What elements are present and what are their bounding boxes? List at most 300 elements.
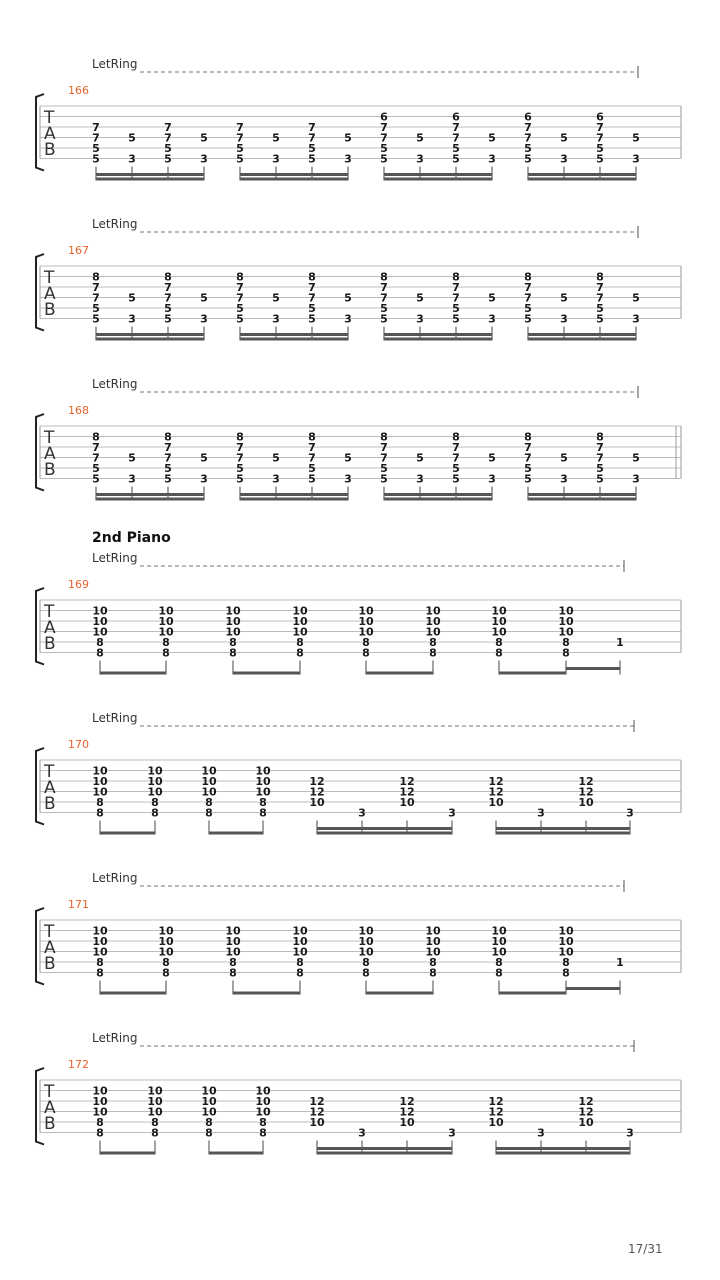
fret-number: 8 [164,270,172,284]
fret-number: 7 [236,451,244,465]
fret-number: 8 [296,646,304,660]
fret-number: 5 [236,472,244,486]
fret-number: 10 [558,625,574,639]
fret-number: 3 [560,312,568,326]
tab-clef-letter: A [44,124,56,144]
fret-number: 5 [380,462,388,475]
fret-number: 5 [452,152,460,166]
let-ring-label: LetRing [92,57,138,71]
fret-number: 8 [429,646,437,660]
fret-number: 7 [596,451,604,465]
fret-number: 10 [578,796,594,809]
fret-number: 7 [308,121,316,134]
fret-number: 3 [358,806,366,820]
fret-number: 8 [524,270,532,284]
tab-clef-letter: B [44,794,56,814]
fret-number: 3 [560,472,568,486]
fret-number: 10 [255,775,271,788]
fret-number: 8 [380,270,388,284]
fret-number: 8 [562,636,570,649]
fret-number: 5 [596,462,604,475]
fret-number: 5 [452,302,460,315]
fret-number: 5 [200,291,208,305]
fret-number: 3 [488,312,496,326]
fret-number: 5 [308,152,316,166]
fret-number: 10 [425,935,441,948]
fret-number: 8 [452,430,460,444]
fret-number: 5 [164,152,172,166]
fret-number: 3 [448,1126,456,1140]
fret-number: 7 [92,441,100,454]
tab-clef-letter: B [44,634,56,654]
fret-number: 5 [488,131,496,145]
fret-number: 10 [292,924,308,938]
fret-number: 10 [158,924,174,938]
fret-number: 10 [92,615,108,628]
fret-number: 12 [399,775,415,788]
fret-number: 8 [151,1116,159,1129]
fret-number: 8 [162,956,170,969]
fret-number: 10 [92,625,108,639]
fret-number: 10 [425,625,441,639]
fret-number: 8 [96,636,104,649]
fret-number: 12 [578,785,594,799]
fret-number: 7 [236,281,244,294]
fret-number: 7 [524,131,532,145]
fret-number: 7 [452,131,460,145]
fret-number: 8 [162,636,170,649]
fret-number: 8 [296,956,304,969]
measure-number: 167 [68,244,89,257]
fret-number: 10 [558,615,574,628]
fret-number: 5 [236,462,244,475]
fret-number: 7 [452,451,460,465]
fret-number: 10 [399,796,415,809]
fret-number: 5 [524,142,532,155]
fret-number: 5 [128,131,136,145]
fret-number: 10 [92,935,108,948]
fret-number: 10 [358,945,374,959]
fret-number: 8 [205,796,213,809]
fret-number: 8 [259,1126,267,1140]
fret-number: 12 [399,1105,415,1119]
fret-number: 5 [164,472,172,486]
fret-number: 5 [380,142,388,155]
fret-number: 12 [309,775,325,788]
let-ring-label: LetRing [92,217,138,231]
fret-number: 3 [272,472,280,486]
fret-number: 10 [309,1116,325,1129]
fret-number: 7 [380,121,388,134]
fret-number: 8 [92,270,100,284]
fret-number: 8 [562,646,570,660]
fret-number: 8 [259,1116,267,1129]
fret-number: 7 [380,131,388,145]
fret-number: 6 [524,110,532,124]
fret-number: 10 [292,935,308,948]
fret-number: 10 [292,604,308,618]
fret-number: 3 [128,152,136,166]
fret-number: 5 [92,462,100,475]
fret-number: 7 [308,441,316,454]
fret-number: 10 [147,775,163,788]
fret-number: 10 [425,615,441,628]
fret-number: 7 [164,291,172,305]
fret-number: 8 [495,966,503,980]
fret-number: 5 [416,451,424,465]
fret-number: 7 [308,291,316,305]
fret-number: 3 [632,152,640,166]
fret-number: 7 [92,451,100,465]
fret-number: 5 [236,152,244,166]
fret-number: 8 [151,806,159,820]
fret-number: 5 [92,472,100,486]
fret-number: 5 [380,312,388,326]
fret-number: 8 [229,636,237,649]
fret-number: 8 [92,430,100,444]
fret-number: 8 [96,1126,104,1140]
tab-clef-letter: T [44,1082,55,1102]
fret-number: 7 [596,291,604,305]
fret-number: 5 [524,462,532,475]
fret-number: 10 [491,935,507,948]
fret-number: 8 [259,796,267,809]
fret-number: 10 [225,935,241,948]
tab-clef-letter: A [44,1098,56,1118]
fret-number: 7 [596,441,604,454]
fret-number: 8 [96,796,104,809]
fret-number: 5 [596,152,604,166]
fret-number: 10 [147,1105,163,1119]
fret-number: 7 [308,451,316,465]
fret-number: 5 [632,291,640,305]
fret-number: 7 [380,281,388,294]
fret-number: 7 [164,131,172,145]
fret-number: 12 [488,775,504,788]
fret-number: 5 [488,291,496,305]
fret-number: 7 [236,291,244,305]
fret-number: 10 [558,924,574,938]
fret-number: 7 [92,121,100,134]
fret-number: 3 [416,152,424,166]
fret-number: 7 [236,121,244,134]
fret-number: 5 [596,142,604,155]
fret-number: 8 [162,646,170,660]
tab-clef-letter: B [44,140,56,160]
fret-number: 5 [164,462,172,475]
fret-number: 5 [200,131,208,145]
fret-number: 7 [236,441,244,454]
fret-number: 8 [562,956,570,969]
fret-number: 8 [524,430,532,444]
tab-clef-letter: B [44,1114,56,1134]
fret-number: 12 [578,775,594,788]
fret-number: 5 [488,451,496,465]
fret-number: 7 [596,131,604,145]
fret-number: 10 [292,945,308,959]
fret-number: 10 [255,1084,271,1098]
fret-number: 10 [309,796,325,809]
fret-number: 10 [147,1084,163,1098]
fret-number: 5 [92,302,100,315]
fret-number: 10 [358,924,374,938]
tab-clef-letter: A [44,938,56,958]
fret-number: 5 [380,302,388,315]
fret-number: 5 [236,312,244,326]
tab-clef-letter: A [44,284,56,304]
fret-number: 10 [158,625,174,639]
fret-number: 5 [344,291,352,305]
fret-number: 5 [596,312,604,326]
fret-number: 7 [308,281,316,294]
fret-number: 10 [92,1105,108,1119]
fret-number: 8 [151,1126,159,1140]
fret-number: 5 [452,312,460,326]
fret-number: 6 [452,110,460,124]
fret-number: 7 [596,281,604,294]
fret-number: 5 [560,291,568,305]
fret-number: 3 [626,1126,634,1140]
tab-clef-letter: T [44,428,55,448]
fret-number: 8 [495,636,503,649]
fret-number: 8 [429,956,437,969]
fret-number: 10 [558,935,574,948]
fret-number: 7 [452,281,460,294]
fret-number: 5 [164,302,172,315]
fret-number: 5 [416,131,424,145]
fret-number: 7 [452,121,460,134]
fret-number: 5 [236,142,244,155]
fret-number: 8 [96,966,104,980]
fret-number: 10 [92,1084,108,1098]
fret-number: 5 [236,302,244,315]
tab-clef-letter: A [44,778,56,798]
fret-number: 10 [255,1095,271,1108]
fret-number: 3 [632,312,640,326]
fret-number: 5 [524,472,532,486]
fret-number: 1 [616,636,624,649]
fret-number: 3 [344,152,352,166]
fret-number: 5 [596,472,604,486]
fret-number: 5 [308,312,316,326]
fret-number: 7 [524,441,532,454]
tab-clef-letter: A [44,618,56,638]
fret-number: 7 [380,441,388,454]
measure-number: 171 [68,898,89,911]
fret-number: 10 [255,785,271,799]
fret-number: 8 [296,966,304,980]
fret-number: 5 [200,451,208,465]
fret-number: 10 [201,1095,217,1108]
fret-number: 8 [229,956,237,969]
fret-number: 5 [272,131,280,145]
fret-number: 10 [92,604,108,618]
fret-number: 8 [308,430,316,444]
fret-number: 3 [626,806,634,820]
fret-number: 12 [399,785,415,799]
fret-number: 3 [200,312,208,326]
fret-number: 6 [380,110,388,124]
fret-number: 3 [128,472,136,486]
fret-number: 12 [578,1095,594,1108]
fret-number: 10 [358,604,374,618]
fret-number: 7 [92,291,100,305]
fret-number: 5 [380,152,388,166]
fret-number: 10 [358,935,374,948]
fret-number: 10 [225,615,241,628]
fret-number: 5 [308,302,316,315]
fret-number: 5 [524,302,532,315]
tab-clef-letter: B [44,460,56,480]
fret-number: 12 [488,785,504,799]
fret-number: 7 [380,451,388,465]
fret-number: 8 [362,956,370,969]
fret-number: 5 [524,312,532,326]
fret-number: 8 [429,966,437,980]
fret-number: 8 [596,270,604,284]
fret-number: 10 [147,785,163,799]
fret-number: 1 [616,956,624,969]
fret-number: 5 [632,451,640,465]
fret-number: 8 [562,966,570,980]
fret-number: 10 [92,1095,108,1108]
fret-number: 3 [272,312,280,326]
fret-number: 10 [292,625,308,639]
fret-number: 10 [292,615,308,628]
fret-number: 5 [452,472,460,486]
fret-number: 5 [128,291,136,305]
fret-number: 3 [537,806,545,820]
fret-number: 10 [158,615,174,628]
fret-number: 10 [491,625,507,639]
fret-number: 5 [416,291,424,305]
fret-number: 8 [164,430,172,444]
tab-clef-letter: B [44,954,56,974]
fret-number: 10 [158,935,174,948]
fret-number: 5 [560,451,568,465]
fret-number: 10 [399,1116,415,1129]
fret-number: 10 [92,775,108,788]
measure-number: 169 [68,578,89,591]
measure-number: 166 [68,84,89,97]
measure-number: 168 [68,404,89,417]
fret-number: 10 [225,604,241,618]
fret-number: 8 [236,270,244,284]
fret-number: 8 [205,1126,213,1140]
fret-number: 10 [491,945,507,959]
fret-number: 3 [448,806,456,820]
fret-number: 12 [488,1105,504,1119]
tab-clef-letter: A [44,444,56,464]
fret-number: 7 [164,441,172,454]
fret-number: 5 [164,312,172,326]
fret-number: 7 [164,281,172,294]
fret-number: 5 [92,312,100,326]
fret-number: 5 [596,302,604,315]
fret-number: 5 [560,131,568,145]
fret-number: 10 [92,785,108,799]
fret-number: 5 [164,142,172,155]
fret-number: 8 [96,956,104,969]
fret-number: 8 [362,646,370,660]
fret-number: 8 [151,796,159,809]
fret-number: 7 [164,121,172,134]
fret-number: 5 [272,451,280,465]
let-ring-label: LetRing [92,711,138,725]
fret-number: 7 [524,451,532,465]
let-ring-label: LetRing [92,551,138,565]
fret-number: 3 [488,152,496,166]
fret-number: 8 [229,646,237,660]
fret-number: 3 [344,472,352,486]
fret-number: 7 [524,281,532,294]
fret-number: 10 [255,764,271,778]
fret-number: 12 [309,1095,325,1108]
fret-number: 8 [229,966,237,980]
fret-number: 12 [309,1105,325,1119]
fret-number: 8 [96,806,104,820]
fret-number: 5 [308,142,316,155]
fret-number: 10 [201,764,217,778]
let-ring-label: LetRing [92,1031,138,1045]
fret-number: 10 [225,924,241,938]
fret-number: 3 [358,1126,366,1140]
tab-clef-letter: T [44,922,55,942]
fret-number: 5 [308,462,316,475]
fret-number: 5 [344,131,352,145]
tab-clef-letter: T [44,268,55,288]
fret-number: 8 [308,270,316,284]
fret-number: 12 [399,1095,415,1108]
fret-number: 10 [425,945,441,959]
fret-number: 10 [425,924,441,938]
fret-number: 10 [558,604,574,618]
fret-number: 5 [92,152,100,166]
tab-clef-letter: T [44,108,55,128]
fret-number: 12 [488,1095,504,1108]
fret-number: 8 [495,956,503,969]
fret-number: 10 [578,1116,594,1129]
fret-number: 10 [92,945,108,959]
fret-number: 5 [524,152,532,166]
let-ring-label: LetRing [92,871,138,885]
let-ring-label: LetRing [92,377,138,391]
fret-number: 10 [225,945,241,959]
fret-number: 5 [92,142,100,155]
fret-number: 3 [560,152,568,166]
fret-number: 10 [491,604,507,618]
section-heading: 2nd Piano [92,530,171,546]
fret-number: 3 [537,1126,545,1140]
fret-number: 10 [255,1105,271,1119]
measure-number: 170 [68,738,89,751]
fret-number: 10 [201,1084,217,1098]
fret-number: 10 [425,604,441,618]
fret-number: 8 [162,966,170,980]
fret-number: 8 [96,1116,104,1129]
fret-number: 8 [205,1116,213,1129]
fret-number: 8 [236,430,244,444]
fret-number: 3 [488,472,496,486]
tab-clef-letter: T [44,762,55,782]
fret-number: 5 [272,291,280,305]
fret-number: 8 [380,430,388,444]
fret-number: 7 [596,121,604,134]
fret-number: 5 [452,462,460,475]
fret-number: 8 [296,636,304,649]
fret-number: 3 [416,312,424,326]
fret-number: 5 [632,131,640,145]
